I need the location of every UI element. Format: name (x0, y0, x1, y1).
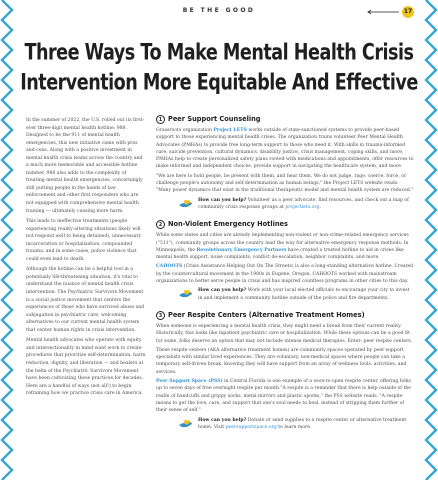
arrow-left-icon (367, 10, 399, 14)
sections-column (156, 114, 414, 439)
section-body: When someone is experiencing a mental health crisis, they might need a break from their current reality. Historically, this looks like inpatient psychiatric care or hospitalization. While these options can be a good fit for some, folks deserve an option that may not include intense medical therapies. Enter: peer respite centers. (156, 323, 413, 344)
section-title: Peer Respite Centers (Alternative Treatment Homes) (168, 310, 365, 319)
page-number-badge: 17 (402, 6, 414, 18)
peersupportspace-link[interactable]: peersupportspace.org (225, 424, 277, 430)
intro-column (26, 117, 146, 401)
helping-hands-icon (178, 417, 193, 430)
section-title: Non-Violent Emergency Hotlines (168, 220, 288, 229)
help-callout: How can you help? Work with your local elected officials to encourage your city to invest in and implement a community hotline outside of the police and fire departments. (156, 287, 414, 304)
cahoots-link[interactable]: CAHOOTS (156, 264, 183, 270)
section-emergency-hotlines (156, 219, 414, 304)
section-heading (156, 219, 414, 230)
section-body-2: These respite centers (AKA alternative treatment homes) are community spaces operated by peer support specialists with similar lived experiences. They are voluntary, non-medical spaces where people can take a temporary self-driven break, knowing they will have support from an array of wellness tools, activities, and services. (156, 347, 407, 375)
projectlets-link[interactable]: projectlets.org (285, 204, 320, 210)
section-number: 2 (156, 220, 165, 229)
section-heading (156, 114, 414, 125)
section-quote: "We are here to hold people, be present with them, and hear them. We do not judge, rage, coerce, force, or challenge people's autonomy and self-determination as human beings," the Project LETS website reads. "Many power dynamics that exist in the traditional therapeutic model and mental health system are reduced." (156, 173, 414, 194)
section-body-3: Peer Support Space (PSS) in Central Florida is one example of a soon-to-open respite center, offering folks up to seven days of free overnight respite per month."A respite is a reminder that there is help outside of the realm of handcuffs and grippy socks, metal mirrors and plastic sporks," the PSS website reads. "A respite means to get the love, care, and support that one's soul needs to heal, instead of stripping them further of their sense of self." (156, 379, 411, 414)
title-line-1: Three Ways To Make Mental Health Crisis (24, 40, 414, 66)
intro-paragraph-3: Although the hotline can be a helpful tool in a potentially life-threatening situation, it's vital to understand the nuance of mental health crisis intervention. The Psychiatric Survivors Movement is a social justice movement that centers the experiences of those who have survived abuse and subjugation in psychiatric care, welcoming alternatives to our current mental health system that center human rights in crisis intervention. (26, 267, 145, 333)
section-heading (156, 310, 414, 321)
section-body: Grassroots organization Project LETS works outside of state-sanctioned systems to provide peer-based support to those experiencing mental health crises. The organization trains volunteer Peer Mental Health Advocates (PMHAs) to provide free long-term support to those who need it. With skills in trauma-informed care, suicide prevention, cultural dynamics, disability justice, crisis management, coping skills, and more, PMHAs help to create personalized safety plans rooted with medications and appointments, offer resources to make informed and independent choices, provide support in navigating the healthcare system, and more. (156, 128, 414, 170)
pss-link[interactable]: Peer Support Space (PSS) (156, 379, 223, 385)
intro-paragraph-4: Mental health advocates who operate with equity and intersectionality in mind want work to create procedures that prioritize self-determination, harm reduction, dignity, and liberation — and healers at the helm of the Psychiatric Survivors Movement have been cultivating these practices for decades. Here are a handful of ways (not all!) to begin reframing how we practice crisis care in America. (26, 338, 146, 397)
project-lets-link[interactable]: Project LETS (213, 128, 247, 133)
section-body: While some states and cities are already implementing non-violent or non-crime-related emergency services ("311"), community groups across the country lead the way for alternative emergency response methods. In Minneapolis, the Revolutionary Emergency Partners have created a trusted hotline to aid in crises like mental health support, noise complaints, conflict de-escalation, neighbor complaints, and more. (156, 233, 409, 261)
section-peer-support (156, 114, 414, 213)
helping-hands-icon (178, 287, 193, 300)
section-title: Peer Support Counseling (168, 114, 261, 123)
help-callout: How can you help? Donate or send supplies to a respite center or alternative treatment home. Visit peersupportspace.org to learn more. (156, 417, 414, 434)
section-body-2: CAHOOTS (Crisis Assistance Helping Out On The Streets) is also a long-standing alternative hotline. Created by the countercultural movement in the 1980s in Eugene, Oregon, CAHOOTS worked with mainstream organizations to better serve people in crisis and has inspired countless programs in other cities to this day. (156, 264, 414, 285)
help-callout: How can you help? Volunteer as a peer advocate, find resources, and check out a map of community crisis response groups at projectlets.org. (156, 197, 414, 214)
intro-paragraph-2: This leads to ineffective treatments (people experiencing reality-altering situations likely will not respond well to being detained), unnecessary incarceration or hospitalization, compounded trauma, and in some cases, police violence that could even lead to death. (26, 219, 142, 262)
intro-paragraph-1: In the summer of 2022, the U.S. rolled out its first-ever three-digit mental health hotline: 988. Designed to be the 911 of mental health emergencies, this new initiative came with pros and cons. Along with a positive investment in mental health crisis teams across the country and a much more memorable and accessible hotline number, 988 also adds to the complexity of treating mental health emergencies, concerningly still putting people in the hands of law enforcement and other first responders who are not equipped with comprehensive mental health training — ultimately causing more harm. (26, 118, 145, 214)
article-title (0, 38, 438, 98)
rep-link[interactable]: Revolutionary Emergency Partners (196, 247, 287, 253)
page-header (0, 6, 438, 20)
section-number: 1 (156, 115, 165, 124)
section-label: BE THE GOOD (182, 7, 256, 14)
helping-hands-icon (178, 197, 193, 210)
title-line-2: Intervention More Equitable And Effective (20, 70, 418, 96)
section-peer-respite (156, 310, 414, 433)
section-number: 3 (156, 311, 165, 320)
